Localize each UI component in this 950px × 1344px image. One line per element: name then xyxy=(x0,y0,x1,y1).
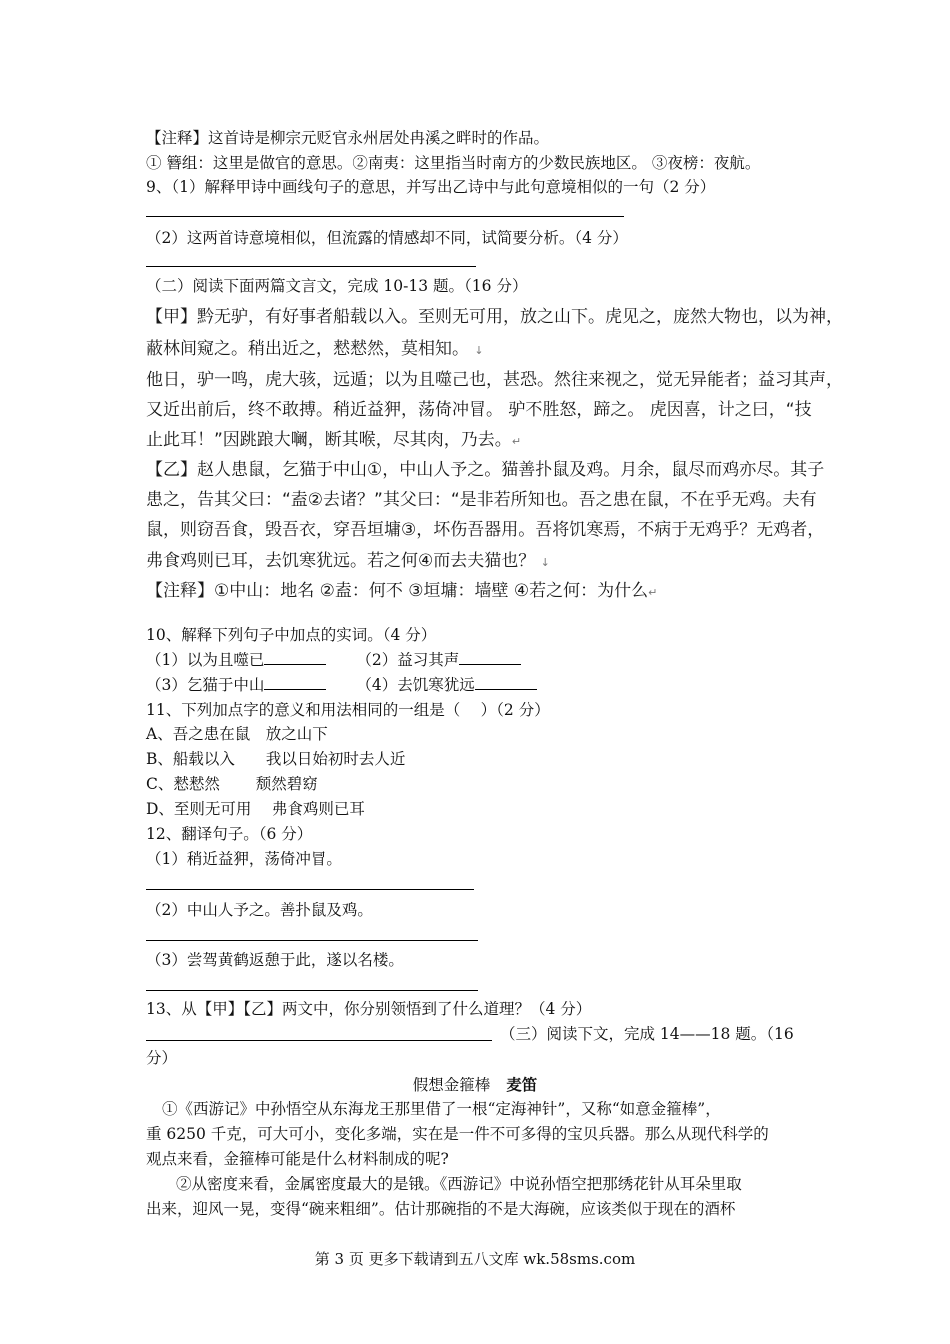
text-jia-line-1: 【甲】黔无驴，有好事者船载以入。至则无可用，放之山下。虎见之，庞然大物也，以为神， xyxy=(146,307,843,327)
answer-line xyxy=(146,1040,492,1041)
text-yi-line-1: 【乙】赵人患鼠，乞猫于中山①，中山人予之。猫善扑鼠及鸡。月余，鼠尽而鸡亦尽。其子 xyxy=(146,460,825,480)
q10-item-4: （4）去饥寒犹远 xyxy=(356,676,475,694)
text-yi-line-4 xyxy=(146,551,550,573)
text-jia-line-5-text: 止此耳！”因跳踉大㘎，断其喉，尽其肉，乃去。 xyxy=(146,430,512,450)
article-p2-line-2: 出来，迎风一晃，变得“碗来粗细”。估计那碗指的不是大海碗，应该类似于现在的酒杯 xyxy=(146,1200,736,1218)
return-arrow-icon: ↵ xyxy=(648,586,658,599)
q9-part1: 9、（1）解释甲诗中画线句子的意思，并写出乙诗中与此句意境相似的一句（2 分） xyxy=(146,178,716,196)
q11-title: 11、下列加点字的意义和用法相同的一组是（ ）（2 分） xyxy=(146,701,550,719)
article-heading xyxy=(0,1073,950,1095)
q11-option-c: C、慭慭然 颓然碧窈 xyxy=(146,775,318,793)
q10-answer-blank-4 xyxy=(475,675,537,690)
text-jia-line-3: 他日，驴一鸣，虎大骇，远遁；以为且噬己也，甚恐。然往来视之，觉无异能者；益习其声， xyxy=(146,370,843,390)
q12-sentence-1: （1）稍近益狎，荡倚冲冒。 xyxy=(146,850,342,868)
q9-part2: （2）这两首诗意境相似，但流露的情感却不同，试简要分析。（4 分） xyxy=(146,229,628,247)
article-p2-line-1: ②从密度来看，金属密度最大的是锇。《西游记》中说孙悟空把那绣花针从耳朵里取 xyxy=(176,1175,742,1193)
text-jia-line-2 xyxy=(146,339,484,361)
down-arrow-icon: ↓ xyxy=(540,556,550,569)
q10-row-2 xyxy=(146,675,537,695)
poem-note: 【注释】这首诗是柳宗元贬官永州居处冉溪之畔时的作品。 xyxy=(146,129,550,147)
article-title: 假想金箍棒 xyxy=(412,1076,491,1094)
q12-title: 12、翻译句子。（6 分） xyxy=(146,825,313,843)
text-jia-line-4: 又近出前后，终不敢搏。稍近益狎，荡倚冲冒。 驴不胜怒，蹄之。 虎因喜，计之曰，“技 xyxy=(146,400,812,420)
answer-line xyxy=(146,889,474,890)
q13-title: 13、从【甲】【乙】两文中，你分别领悟到了什么道理？（4 分） xyxy=(146,1000,592,1018)
article-p1-line-1: ①《西游记》中孙悟空从东海龙王那里借了一根“定海神针”，又称“如意金箍棒”， xyxy=(162,1100,721,1118)
q10-title: 10、解释下列句子中加点的实词。（4 分） xyxy=(146,626,437,644)
q12-sentence-2: （2）中山人予之。善扑鼠及鸡。 xyxy=(146,901,373,919)
text-yi-line-2: 患之，告其父曰：“盍②去诸？”其父曰：“是非若所知也。吾之患在鼠，不在乎无鸡。夫有 xyxy=(146,490,817,510)
q12-sentence-3: （3）尝驾黄鹤返憩于此，遂以名楼。 xyxy=(146,951,404,969)
q10-answer-blank-2 xyxy=(459,650,521,665)
q11-option-a: A、吾之患在鼠 放之山下 xyxy=(146,725,328,743)
article-p1-line-3: 观点来看，金箍棒可能是什么材料制成的呢? xyxy=(146,1150,449,1168)
return-arrow-icon: ↵ xyxy=(511,435,522,448)
section2-header: （二）阅读下面两篇文言文，完成 10-13 题。（16 分） xyxy=(146,277,528,295)
text-jia-line-5 xyxy=(146,430,521,452)
q11-option-b: B、船载以入 我以日始初时去人近 xyxy=(146,750,406,768)
answer-line xyxy=(146,940,478,941)
text-yi-note xyxy=(146,581,657,603)
text-yi-note-text: 【注释】①中山：地名 ②盍：何不 ③垣墉：墙壁 ④若之何：为什么 xyxy=(146,581,649,601)
down-arrow-icon: ↓ xyxy=(474,344,484,357)
text-jia-line-2-text: 蔽林间窥之。稍出近之，慭慭然，莫相知。 xyxy=(146,339,469,359)
article-p1-line-2: 重 6250 千克，可大可小，变化多端，实在是一件不可多得的宝贝兵器。那么从现代科学的 xyxy=(146,1125,769,1143)
q10-item-2: （2）益习其声 xyxy=(356,651,460,669)
article-author: 麦笛 xyxy=(506,1075,538,1094)
q10-answer-blank-3 xyxy=(264,675,326,690)
q10-row-1 xyxy=(146,650,521,670)
q10-item-3: （3）乞猫于中山 xyxy=(146,676,265,694)
answer-line xyxy=(146,990,478,991)
poem-gloss: ① 簪组：这里是做官的意思。②南夷：这里指当时南方的少数民族地区。 ③夜榜：夜航。 xyxy=(146,154,761,172)
q11-option-d: D、至则无可用 弗食鸡则已耳 xyxy=(146,800,365,818)
page-footer: 第 3 页 更多下载请到五八文库 wk.58sms.com xyxy=(314,1250,636,1268)
q10-item-1: （1）以为且噬已 xyxy=(146,651,265,669)
text-yi-line-3: 鼠，则窃吾食，毁吾衣，穿吾垣墉③，坏伤吾器用。吾将饥寒焉，不病于无鸡乎？无鸡者， xyxy=(146,520,825,540)
answer-line xyxy=(146,266,476,267)
q10-answer-blank-1 xyxy=(264,650,326,665)
text-yi-line-4-text: 弗食鸡则已耳，去饥寒犹远。若之何④而去夫猫也？ xyxy=(146,551,536,571)
section3-header-cont: 分） xyxy=(146,1049,178,1067)
answer-line xyxy=(146,216,624,217)
section3-header: （三）阅读下文，完成 14——18 题。（16 xyxy=(500,1025,794,1043)
